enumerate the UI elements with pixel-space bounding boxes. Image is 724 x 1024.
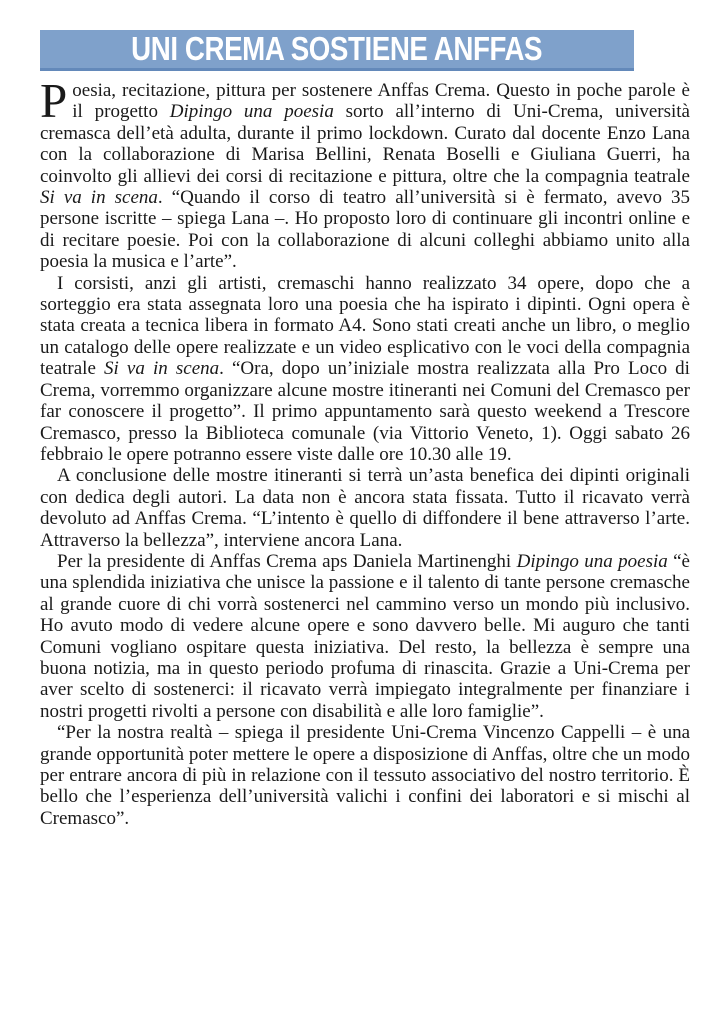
article-paragraph	[40, 273, 690, 466]
text-span: . “Quando il corso di teatro all’università si è fermato, avevo 35 persone iscritte – spiega Lana –. Ho proposto loro di continuare gli incontri online e di recitare poesie. Poi con la collaborazione di alcuni colleghi abbiamo unito alla poesia la musica e l’arte”.	[40, 187, 690, 273]
italic-text-span: Dipingo una poesia	[516, 550, 668, 572]
italic-text-span: Si va in scena	[40, 187, 158, 209]
text-span: I corsisti, anzi gli artisti, cremaschi hanno realizzato 34 opere, dopo che a sorteggio era stata assegnata loro una poesia che ha ispirato i dipinti. Ogni opera è stata creata a tecnica libera in formato A4. Sono stati creati anche un libro, o meglio un catalogo delle opere realizzate e un video esplicativo con le voci della compagnia teatrale	[40, 272, 690, 380]
text-span: . “Ora, dopo un’iniziale mostra realizzata alla Pro Loco di Crema, vorremmo organizzare alcune mostre itineranti nei Comuni del Cremasco per far conoscere il progetto”. Il primo appuntamento sarà questo weekend a Trescore Cremasco, presso la Biblioteca comunale (via Vittorio Veneto, 1). Oggi sabato 26 febbraio le opere potranno essere viste dalle ore 10.30 alle 19.	[40, 358, 690, 465]
text-span: “è una splendida iniziativa che unisce la passione e il talento di tante persone cremasche al grande cuore di chi vorrà sostenerci nel cammino verso un mondo più inclusivo. Ho avuto modo di vedere alcune opere e sono davvero belle. Mi auguro che tanti Comuni vogliano ospitare questa iniziativa. Del resto, la bellezza è sempre una buona notizia, ma in questo periodo profuma di rinascita. Grazie a Uni-Crema per aver scelto di sostenerci: il ricavato verrà impiegato integralmente per finanziare i nostri progetti rivolti a persone con disabilità e alle loro famiglie”.	[40, 550, 690, 722]
article-body	[40, 73, 690, 829]
text-span: “Per la nostra realtà – spiega il presidente Uni-Crema Vincenzo Cappelli – è una grande opportunità poter mettere le opere a disposizione di Anffas, oltre che un modo per entrare ancora di più in relazione con il tessuto associativo del nostro territorio. È bello che l’esperienza dell’università valichi i confini dei laboratori e si mischi al Cremasco”.	[40, 722, 690, 829]
article-paragraph	[40, 465, 690, 551]
article-paragraph	[40, 722, 690, 829]
italic-text-span: Si va in scena	[104, 358, 220, 380]
text-span: A conclusione delle mostre itineranti si terrà un’asta benefica dei dipinti originali con dedica degli autori. La data non è ancora stata fissata. Tutto il ricavato verrà devoluto ad Anffas Crema. “L’intento è quello di diffondere il bene attraverso l’arte. Attraverso la bellezza”, interviene ancora Lana.	[40, 465, 690, 551]
text-span: sorto all’interno di Uni-Crema, università cremasca dell’età adulta, durante il primo lockdown. Curato dal docente Enzo Lana con la collaborazione di Marisa Bellini, Renata Boselli e Giuliana Guerri, ha coinvolto gli allievi dei corsi di recitazione e pittura, oltre che la compagnia teatrale	[40, 101, 690, 187]
text-span: oesia, recitazione, pittura per sostenere Anffas Crema. Questo in poche parole è il progetto	[72, 80, 690, 123]
article-title-bar	[40, 30, 634, 71]
text-span: Per la presidente di Anffas Crema aps Daniela Martinenghi	[57, 550, 517, 572]
drop-cap: P	[40, 73, 68, 128]
article-paragraph	[40, 551, 690, 722]
article-paragraph	[40, 73, 690, 273]
italic-text-span: Dipingo una poesia	[169, 101, 334, 123]
article-title: UNI CREMA SOSTIENE ANFFAS	[131, 30, 543, 67]
